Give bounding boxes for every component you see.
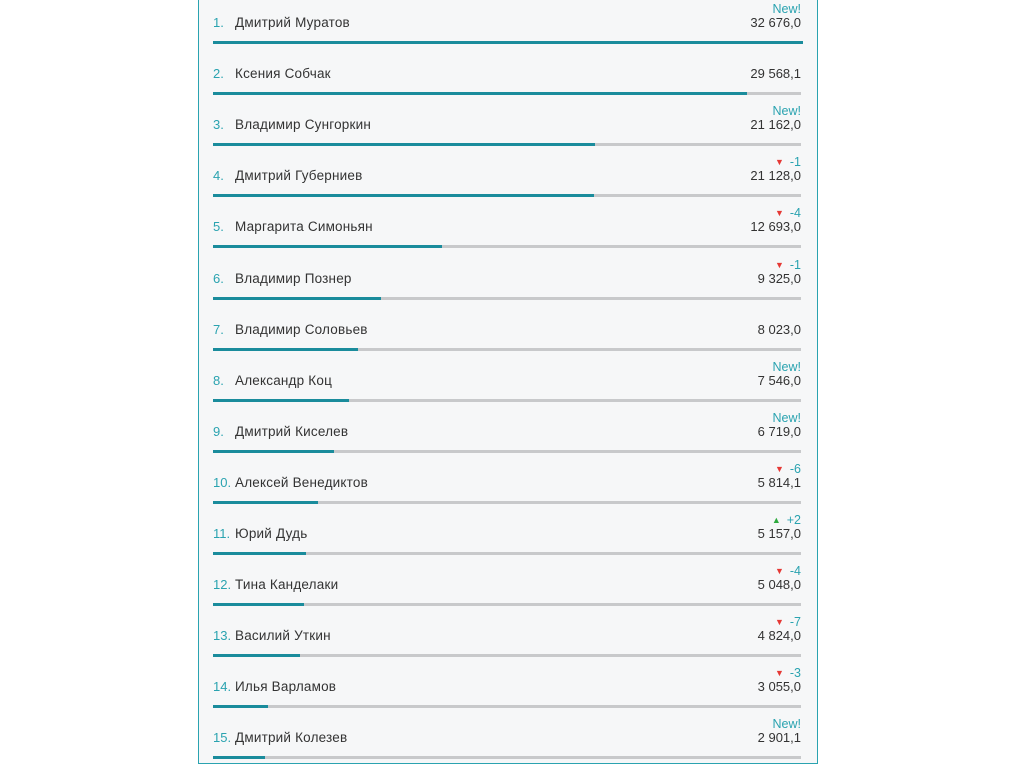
rank-change — [775, 666, 801, 680]
bar — [213, 297, 381, 300]
rank-label: 10. — [213, 474, 232, 490]
bar-track — [213, 552, 801, 555]
arrow-down-icon: ▼ — [774, 566, 784, 577]
value-label: 21 128,0 — [750, 168, 801, 184]
bar — [213, 399, 349, 402]
chart-row — [199, 309, 817, 360]
value-label: 5 814,1 — [757, 474, 801, 490]
chart-row — [199, 53, 817, 104]
arrow-down-icon: ▼ — [774, 668, 784, 679]
chart-row — [199, 564, 817, 615]
value-label: 4 824,0 — [757, 628, 801, 644]
rank-label: 11. — [213, 526, 231, 541]
value-label: 21 162,0 — [750, 117, 801, 133]
chart-row — [199, 206, 817, 257]
bar — [213, 92, 747, 95]
person-name: Василий Уткин — [235, 628, 331, 644]
rank-label: 6. — [213, 270, 224, 286]
new-badge — [773, 104, 801, 118]
new-badge — [773, 360, 801, 374]
change-text: +2 — [786, 513, 801, 527]
rank-label: 9. — [213, 423, 224, 439]
chart-row — [199, 666, 817, 717]
chart-row — [199, 258, 817, 309]
change-text: New! — [772, 104, 801, 119]
value-label: 3 055,0 — [757, 679, 801, 695]
chart-row — [199, 462, 817, 513]
value-label: 12 693,0 — [750, 219, 801, 235]
bar — [213, 194, 594, 197]
person-name: Александр Коц — [235, 372, 333, 388]
bar-track — [213, 245, 801, 248]
chart-row — [199, 717, 817, 768]
bar-track — [213, 705, 801, 708]
rank-label: 15. — [213, 730, 232, 746]
rank-change — [775, 155, 801, 169]
arrow-down-icon: ▼ — [774, 463, 784, 474]
bar-track — [213, 348, 801, 351]
bar — [213, 143, 595, 146]
person-name: Дмитрий Киселев — [235, 423, 349, 439]
value-label: 5 048,0 — [757, 577, 801, 593]
value-label: 7 546,0 — [757, 372, 801, 388]
bar-track — [213, 41, 801, 44]
bar-track — [213, 603, 801, 606]
value-label: 8 023,0 — [757, 321, 801, 337]
value-label: 2 901,1 — [757, 730, 801, 746]
bar-track — [213, 399, 801, 402]
chart-row — [199, 155, 817, 206]
bar — [213, 41, 803, 44]
arrow-down-icon: ▼ — [774, 208, 784, 219]
bar — [213, 348, 358, 351]
change-text: New! — [772, 359, 801, 374]
bar — [213, 705, 268, 708]
person-name: Ксения Собчак — [235, 66, 331, 82]
rank-label: 8. — [213, 372, 224, 388]
value-label: 6 719,0 — [757, 423, 801, 439]
change-text: -6 — [789, 461, 801, 476]
chart-row — [199, 104, 817, 155]
bar-track — [213, 92, 801, 95]
value-label: 9 325,0 — [757, 270, 801, 286]
person-name: Илья Варламов — [235, 679, 337, 695]
change-text: -1 — [789, 257, 801, 272]
change-text: -3 — [789, 666, 801, 681]
person-name: Алексей Венедиктов — [235, 474, 368, 490]
bar-track — [213, 143, 801, 146]
new-badge — [773, 411, 801, 425]
person-name: Дмитрий Губерниев — [235, 168, 363, 184]
change-text: -7 — [789, 615, 801, 630]
rank-change — [775, 615, 801, 629]
person-name: Дмитрий Колезев — [235, 730, 348, 746]
rank-change — [775, 206, 801, 220]
value-label: 5 157,0 — [757, 526, 801, 541]
bar-track — [213, 450, 801, 453]
arrow-up-icon: ▲ — [771, 515, 781, 525]
rank-change — [775, 258, 801, 272]
rank-label: 2. — [213, 66, 224, 82]
bar — [213, 552, 306, 555]
bar-track — [213, 194, 801, 197]
new-badge — [773, 2, 801, 16]
rank-label: 5. — [213, 219, 224, 235]
chart-row — [199, 615, 817, 666]
bar — [213, 501, 318, 504]
rank-change — [775, 462, 801, 476]
person-name: Владимир Соловьев — [235, 321, 368, 337]
bar — [213, 756, 265, 759]
change-text: New! — [772, 410, 801, 425]
chart-row — [199, 411, 817, 462]
rank-label: 14. — [213, 679, 232, 695]
rank-label: 12. — [213, 577, 232, 593]
change-text: New! — [772, 2, 801, 16]
person-name: Маргарита Симоньян — [235, 219, 373, 235]
chart-row — [199, 360, 817, 411]
value-label: 29 568,1 — [750, 66, 801, 82]
bar — [213, 450, 334, 453]
bar — [213, 654, 300, 657]
change-text: -4 — [789, 564, 801, 579]
bar-track — [213, 501, 801, 504]
chart-row — [199, 2, 817, 53]
person-name: Тина Канделаки — [235, 577, 339, 593]
arrow-down-icon: ▼ — [774, 259, 784, 270]
person-name: Юрий Дудь — [235, 526, 308, 541]
rank-change — [772, 513, 801, 527]
bar — [213, 245, 442, 248]
change-text: -1 — [789, 155, 801, 170]
rank-label: 7. — [213, 321, 224, 337]
bar-track — [213, 756, 801, 759]
bar-track — [213, 297, 801, 300]
value-label: 32 676,0 — [750, 15, 801, 30]
rank-label: 13. — [213, 628, 232, 644]
rank-label: 3. — [213, 117, 224, 133]
arrow-down-icon: ▼ — [774, 157, 784, 168]
rank-label: 1. — [213, 15, 224, 30]
chart-row — [199, 513, 817, 564]
bar-track — [213, 654, 801, 657]
ranking-panel — [198, 0, 818, 764]
new-badge — [773, 717, 801, 731]
arrow-down-icon: ▼ — [774, 617, 784, 628]
bar — [213, 603, 304, 606]
change-text: -4 — [789, 206, 801, 221]
change-text: New! — [772, 717, 801, 732]
person-name: Владимир Сунгоркин — [235, 117, 371, 133]
rank-change — [775, 564, 801, 578]
person-name: Дмитрий Муратов — [235, 15, 350, 30]
rank-label: 4. — [213, 168, 224, 184]
person-name: Владимир Познер — [235, 270, 352, 286]
